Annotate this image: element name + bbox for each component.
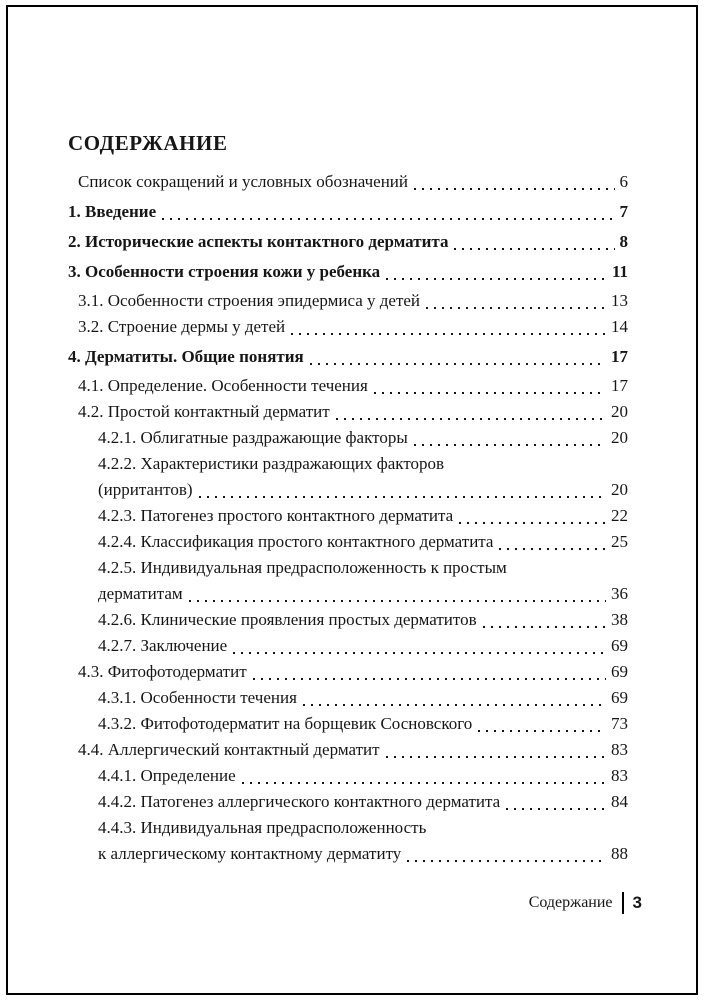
toc-entry <box>68 229 628 255</box>
toc-entry-line <box>98 815 628 841</box>
toc-entry-text: 4.4.1. Определение <box>98 766 236 785</box>
toc-entry <box>68 373 628 399</box>
toc-entry-line <box>68 259 628 285</box>
toc-entry-text: Список сокращений и условных обозначений <box>78 172 409 191</box>
toc-page-number: 20 <box>611 428 628 447</box>
toc-entry-line <box>98 841 628 867</box>
toc-page-number: 69 <box>611 662 628 681</box>
toc-entry-text: 4.2.5. Индивидуальная предрасположенность к простым <box>98 558 507 577</box>
toc-entry-line <box>98 581 628 607</box>
page-title: СОДЕРЖАНИЕ <box>68 131 228 155</box>
toc-entry-line <box>68 199 628 225</box>
toc-page-number: 73 <box>611 714 628 733</box>
toc-entry-line <box>78 314 628 340</box>
toc-entry <box>68 815 628 867</box>
toc-page-number: 17 <box>611 376 628 395</box>
toc-entry-line <box>98 633 628 659</box>
toc-page-number: 13 <box>611 291 628 310</box>
toc-entry <box>68 711 628 737</box>
toc-entry-text: 4. Дерматиты. Общие понятия <box>68 347 304 366</box>
toc-page-number: 36 <box>611 584 628 603</box>
dot-leader <box>199 496 606 498</box>
toc-entry <box>68 607 628 633</box>
page-footer <box>529 892 642 914</box>
toc-page-number: 83 <box>611 766 628 785</box>
toc-entry-text: 1. Введение <box>68 202 157 221</box>
toc-entry-text: 4.3.2. Фитофотодерматит на борщевик Сосновского <box>98 714 473 733</box>
toc-entry <box>68 659 628 685</box>
toc-entry-text: 4.2.7. Заключение <box>98 636 228 655</box>
dot-leader <box>253 678 606 680</box>
toc-page-content <box>68 131 628 867</box>
dot-leader <box>189 600 606 602</box>
dot-leader <box>310 363 606 365</box>
toc-entry-line <box>98 503 628 529</box>
footer-page-number: 3 <box>632 893 642 912</box>
toc-entry-text: 4.2. Простой контактный дерматит <box>78 402 330 421</box>
toc-page-number: 8 <box>619 232 628 251</box>
toc-entry-line <box>98 477 628 503</box>
dot-leader <box>499 548 606 550</box>
toc-entry <box>68 451 628 503</box>
toc-entry-text: 4.2.2. Характеристики раздражающих факторов <box>98 454 445 473</box>
toc-entry <box>68 169 628 195</box>
toc-entry-text: 4.3.1. Особенности течения <box>98 688 297 707</box>
toc-entry-line <box>98 763 628 789</box>
toc-entry-line <box>98 555 628 581</box>
toc-entry-line <box>98 425 628 451</box>
toc-entry <box>68 425 628 451</box>
toc-page-number: 84 <box>611 792 628 811</box>
dot-leader <box>478 730 606 732</box>
toc-page-number: 22 <box>611 506 628 525</box>
dot-leader <box>454 248 614 250</box>
dot-leader <box>414 444 606 446</box>
toc-entry <box>68 685 628 711</box>
toc-entry-text: 3. Особенности строения кожи у ребенка <box>68 262 381 281</box>
footer-section-label: Содержание <box>528 894 613 911</box>
toc-entry-text: 4.4.2. Патогенез аллергического контактного дерматита <box>98 792 501 811</box>
dot-leader <box>374 392 606 394</box>
toc-entry <box>68 399 628 425</box>
toc-entry <box>68 763 628 789</box>
toc-entry-line <box>98 451 628 477</box>
toc-page-number: 69 <box>611 636 628 655</box>
toc-entry-text: к аллергическому контактному дерматиту <box>98 844 402 863</box>
toc-entry-text: 4.2.6. Клинические проявления простых дерматитов <box>98 610 477 629</box>
toc-entry <box>68 288 628 314</box>
toc-page-number: 17 <box>611 347 628 366</box>
toc-entry-line <box>78 169 628 195</box>
toc-entry <box>68 259 628 285</box>
toc-entry <box>68 199 628 225</box>
dot-leader <box>233 652 606 654</box>
toc-entry <box>68 737 628 763</box>
toc-entry-line <box>68 229 628 255</box>
toc-entry-line <box>98 685 628 711</box>
toc-entry <box>68 529 628 555</box>
dot-leader <box>426 307 606 309</box>
toc-entry-text: (ирритантов) <box>98 480 193 499</box>
toc-entry-text: 2. Исторические аспекты контактного дерматита <box>68 232 449 251</box>
footer-divider <box>622 892 624 914</box>
dot-leader <box>506 808 606 810</box>
dot-leader <box>303 704 606 706</box>
toc-list <box>68 169 628 867</box>
toc-entry-line <box>98 529 628 555</box>
dot-leader <box>459 522 606 524</box>
toc-page-number: 20 <box>611 480 628 499</box>
toc-entry <box>68 314 628 340</box>
toc-entry-text: дерматитам <box>98 584 183 603</box>
toc-entry <box>68 789 628 815</box>
toc-page-number: 6 <box>619 172 628 191</box>
toc-entry-text: 4.2.1. Облигатные раздражающие факторы <box>98 428 408 447</box>
toc-entry-text: 4.1. Определение. Особенности течения <box>78 376 368 395</box>
toc-entry <box>68 503 628 529</box>
toc-page-number: 25 <box>611 532 628 551</box>
dot-leader <box>291 333 606 335</box>
toc-page-number: 14 <box>611 317 628 336</box>
dot-leader <box>483 626 606 628</box>
dot-leader <box>386 756 606 758</box>
toc-page-number: 83 <box>611 740 628 759</box>
toc-page-number: 20 <box>611 402 628 421</box>
toc-entry-text: 3.1. Особенности строения эпидермиса у детей <box>78 291 421 310</box>
toc-entry-text: 4.4. Аллергический контактный дерматит <box>78 740 380 759</box>
toc-entry-line <box>78 399 628 425</box>
toc-page-number: 88 <box>611 844 628 863</box>
toc-entry-line <box>78 288 628 314</box>
toc-entry <box>68 555 628 607</box>
toc-page-number: 11 <box>611 262 628 281</box>
toc-page-number: 38 <box>611 610 628 629</box>
dot-leader <box>336 418 606 420</box>
toc-entry-line <box>98 711 628 737</box>
toc-page-number: 7 <box>619 202 628 221</box>
toc-entry <box>68 633 628 659</box>
dot-leader <box>407 860 606 862</box>
toc-entry-text: 4.2.4. Классификация простого контактного дерматита <box>98 532 494 551</box>
dot-leader <box>414 188 614 190</box>
toc-entry-line <box>78 373 628 399</box>
toc-entry-line <box>68 344 628 370</box>
dot-leader <box>162 218 614 220</box>
toc-entry-line <box>78 737 628 763</box>
toc-entry-text: 4.4.3. Индивидуальная предрасположенность <box>98 818 427 837</box>
dot-leader <box>386 278 607 280</box>
toc-entry-line <box>98 789 628 815</box>
dot-leader <box>242 782 606 784</box>
toc-entry-line <box>98 607 628 633</box>
toc-entry-text: 3.2. Строение дермы у детей <box>78 317 286 336</box>
toc-entry-text: 4.3. Фитофотодерматит <box>78 662 247 681</box>
toc-entry <box>68 344 628 370</box>
toc-page-number: 69 <box>611 688 628 707</box>
toc-entry-line <box>78 659 628 685</box>
toc-entry-text: 4.2.3. Патогенез простого контактного дерматита <box>98 506 454 525</box>
